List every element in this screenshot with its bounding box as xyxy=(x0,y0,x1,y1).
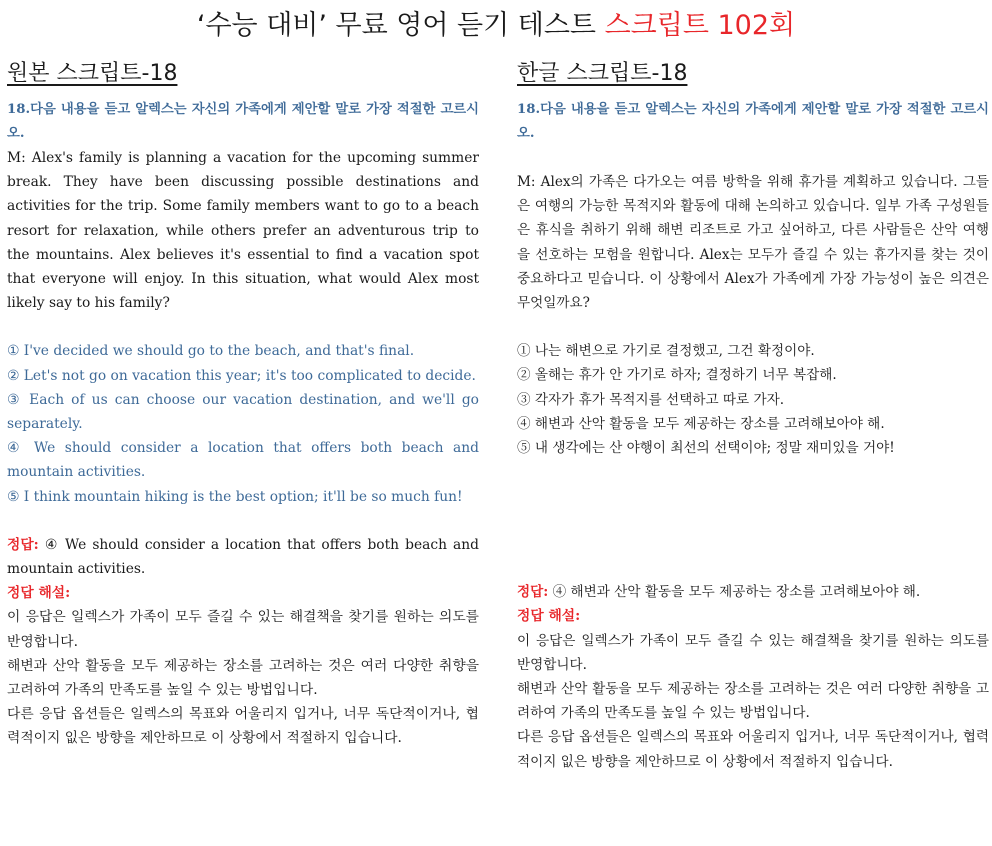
option-3: ③ Each of us can choose our vacation destination, and we'll go separately. xyxy=(7,391,479,433)
explanation-1: 이 응답은 일렉스가 가족이 모두 즐길 수 있는 해결책을 찾기를 원하는 의도를 반영합니다. xyxy=(7,609,479,650)
option-3: ③ 각자가 휴가 목적지를 선택하고 따로 가자. xyxy=(517,391,785,408)
title-highlight: 스크립트 102회 xyxy=(604,10,796,41)
korean-script-heading: 한글 스크립트-18 xyxy=(517,61,688,86)
explanation-2: 해변과 산악 활동을 모두 제공하는 장소를 고려하는 것은 여러 다양한 취향을 고려하여 가족의 만족도를 높일 수 있는 방법입니다. xyxy=(517,681,989,722)
script-text: M: Alex's family is planning a vacation for the upcoming summer break. They have been discussing possible destinations and activities for the trip. Some family members want to go to a beach resort for relaxation, while others prefer an adventurous trip to the mountains. Alex believes it's essential to find a vacation spot that everyone will enjoy. In this situation, what would Alex most likely say to his family? xyxy=(7,150,479,312)
title-main: ‘수능 대비’ 무료 영어 듣기 테스트 xyxy=(196,10,605,41)
option-4: ④ We should consider a location that offers both beach and mountain activities. xyxy=(7,440,479,481)
script-text: M: Alex의 가족은 다가오는 여름 방학을 위해 휴가를 계획하고 있습니다. 그들은 여행의 가능한 목적지와 활동에 대해 논의하고 있습니다. 일부 가족 구성원들은 휴식을 취하기 위해 해변 리조트로 가고 싶어하고, 다른 사람들은 산악 여행을 선호하는 모험을 원합니다. Alex는 모두가 즐길 수 있는 휴가지를 찾는 것이 중요하다고 믿습니다. 이 상황에서 Alex가 가족에게 가장 가능성이 높은 의견은 무엇일까요? xyxy=(517,174,989,312)
option-2: ② 올해는 휴가 안 가기로 하자; 결정하기 너무 복잡해. xyxy=(517,367,837,384)
explanation-title: 정답 해설: xyxy=(517,608,581,625)
original-script-column xyxy=(7,60,479,751)
answer-line xyxy=(7,533,479,581)
option-4: ④ 해변과 산악 활동을 모두 제공하는 장소를 고려해보아야 해. xyxy=(517,415,885,432)
answer-text: ④ 해변과 산악 활동을 모두 제공하는 장소를 고려해보아야 해. xyxy=(548,584,921,601)
answer-line xyxy=(517,580,989,604)
page-title xyxy=(0,6,992,46)
explanation-3: 다른 응답 옵션들은 일렉스의 목표와 어울리지 입거나, 너무 독단적이거나, 협력적이지 잆은 방향을 제안하므로 이 상황에서 적절하지 입습니다. xyxy=(517,729,989,770)
option-1: ① 나는 해변으로 가기로 결정했고, 그건 확정이야. xyxy=(517,343,815,360)
korean-script-column xyxy=(517,60,989,774)
answer-label: 정답: xyxy=(517,584,549,601)
explanation-title: 정답 해설: xyxy=(7,585,71,602)
explanation-3: 다른 응답 옵션들은 일렉스의 목표와 어울리지 입거나, 너무 독단적이거나, 협력적이지 잆은 방향을 제안하므로 이 상황에서 적절하지 입습니다. xyxy=(7,706,479,747)
explanation-1: 이 응답은 일렉스가 가족이 모두 즐길 수 있는 해결책을 찾기를 원하는 의도를 반영합니다. xyxy=(517,632,989,673)
answer-text: ④ We should consider a location that offers both beach and mountain activities. xyxy=(7,536,479,578)
option-1: ① I've decided we should go to the beach, and that's final. xyxy=(7,343,415,360)
option-5: ⑤ 내 생각에는 산 야행이 최선의 선택이야; 정말 재미있을 거야! xyxy=(517,440,895,457)
option-5: ⑤ I think mountain hiking is the best option; it'll be so much fun! xyxy=(7,488,463,505)
original-script-heading: 원본 스크립트-18 xyxy=(7,61,178,86)
answer-label: 정답: xyxy=(7,536,39,553)
explanation-2: 해변과 산악 활동을 모두 제공하는 장소를 고려하는 것은 여러 다양한 취향을 고려하여 가족의 만족도를 높일 수 있는 방법입니다. xyxy=(7,657,479,699)
option-2: ② Let's not go on vacation this year; it's too complicated to decide. xyxy=(7,367,476,384)
question-text: 18.다음 내용을 듣고 알렉스는 자신의 가족에게 제안할 말로 가장 적절한 고르시오. xyxy=(517,102,989,141)
question-text: 18.다음 내용을 듣고 알렉스는 자신의 가족에게 제안할 말로 가장 적절한 고르시오. xyxy=(7,102,479,141)
